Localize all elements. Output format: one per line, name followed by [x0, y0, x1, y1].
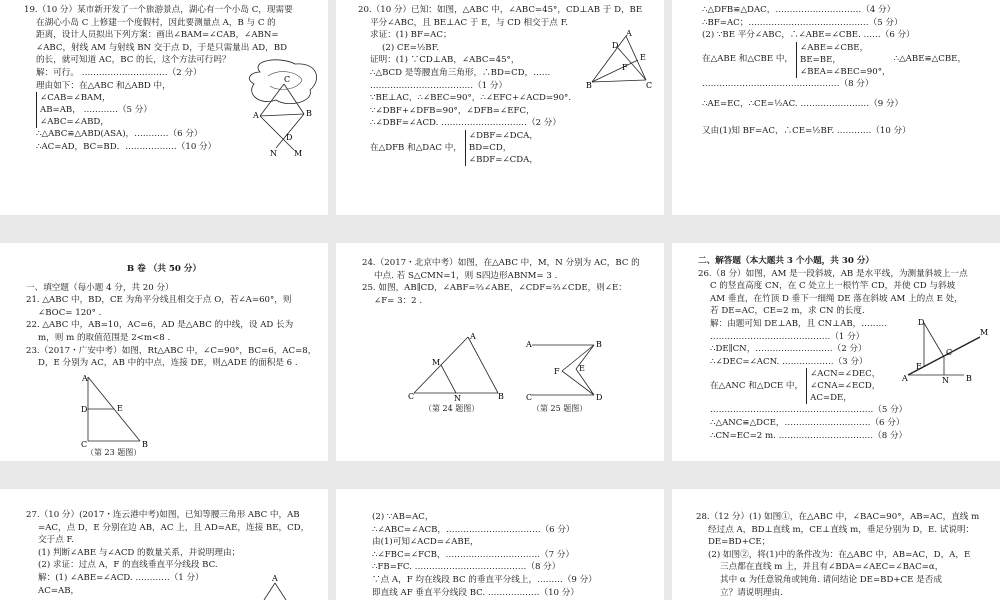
- point-m-label: M: [294, 149, 303, 158]
- point-d-label: D: [612, 41, 619, 50]
- point-e-label: E: [117, 404, 123, 413]
- point-a-label: A: [470, 332, 476, 341]
- problem-20-figure: [586, 30, 656, 90]
- point-c-label: C: [946, 348, 953, 357]
- point-e-label: E: [640, 53, 646, 62]
- point-f-label: F: [554, 367, 560, 376]
- point-c-label: C: [526, 393, 533, 402]
- point-c-label: C: [646, 81, 653, 90]
- point-a-label: A: [626, 29, 632, 38]
- point-a-label: A: [253, 111, 259, 120]
- point-n-label: N: [454, 394, 461, 403]
- point-e-label: E: [916, 362, 922, 371]
- problem-27-text: 27.（10 分）(2017・连云港中考)如图，已知等腰三角形 ABC 中，AB: [26, 510, 300, 520]
- problem-27-continued-panel: (2) ∵AB=AC， ∴∠ABC=∠ACB，……………………………（6 分） 由(1)可知∠ACD=∠ABE， ∴∠FBC=∠FCB，……………………………（7 分） ∴FB=FC. …………………………………（8 分） ∵点 A，F 均在线段 BC 的垂直平分线上，………（9 分） 即直线 AF 垂直平分线段 BC. ………………（10 分）: [336, 489, 664, 600]
- point-b-label: B: [142, 440, 148, 449]
- point-f-label: F: [622, 63, 628, 72]
- point-a-label: A: [272, 574, 278, 583]
- problem-28-text: 28.（12 分）(1) 如图①，在△ABC 中，∠BAC=90°，AB=AC，直线 m: [696, 512, 980, 522]
- section-title: B 卷 （共 50 分）: [126, 264, 202, 274]
- problem-20-text: 20.（10 分）已知：如图，△ABC 中，∠ABC=45°，CD⊥AB 于 D，BE: [358, 5, 643, 15]
- point-d-label: D: [596, 393, 603, 402]
- point-a-label: A: [526, 340, 532, 349]
- brace-group: ∠ACN=∠DEC， ∠CNA=∠ECD， AC=DE，: [806, 368, 880, 404]
- problem-19-figure: [240, 58, 325, 158]
- point-n-label: N: [942, 376, 949, 385]
- point-d-label: D: [286, 133, 293, 142]
- problem-21-text: 21. △ABC 中，BD，CE 为角平分线且相交于点 O，若∠A=60°，则: [26, 295, 292, 306]
- problem-26-figure: [900, 318, 989, 385]
- point-c-label: C: [284, 75, 291, 84]
- point-m-label: M: [980, 328, 989, 337]
- problem-23-text: 23.（2017・广安中考）如图，Rt△ABC 中，∠C=90°，BC=6，AC=8，: [26, 345, 317, 356]
- problem-28-panel: 28.（12 分）(1) 如图①，在△ABC 中，∠BAC=90°，AB=AC，直线 m 经过点 A，BD⊥直线 m，CE⊥直线 m，垂足分别为 D，E. 试说明： DE=BD+CE； (2) 如图②，将(1)中的条件改为：在△ABC 中，AB=AC，D，A，E 三点都在直线 m 上，并且有∠BDA=∠AEC=∠BAC=α， 其中 α 为任意锐角或钝角. 请问结论 DE=BD+CE 是否成 立？请说明理由.: [672, 489, 1000, 600]
- point-e-label: E: [579, 364, 585, 373]
- problem-19-panel: 19.（10 分）某市新开发了一个旅游景点，湖心有一个小岛 C，现需要 在湖心小岛 C 上修建一个度假村，因此要测量点 A，B 与 C 的 距离，设计人员拟出下列方案：画出∠BAM=∠CAB，∠ABN= ∠ABC，射线 AM 与射线 BN 交于点 D，于是只需量出 AD，BD 的长，就可知道 AC，BC 的长，这个方法可行吗？ 解：可行。 …………………………（2 分） 理由如下：在△ABC 和△ABD 中， ∠CAB=∠BAM， AB=AB， …………（5 分） ∠ABC=∠ABD， ∴△ABC≌△ABD(ASA)，…………（6 分） ∴AC=AD，BC=BD．………………（10 分） C A B D N M: [0, 0, 328, 215]
- point-m-label: M: [432, 358, 441, 367]
- brace-group: ∠CAB=∠BAM， AB=AB， …………（5 分） ∠ABC=∠ABD，: [36, 92, 152, 128]
- problem-26-text: 26.（8 分）如图，AM 是一段斜坡，AB 是水平线，为测量斜坡上一点: [698, 268, 968, 279]
- point-a-label: A: [902, 374, 908, 383]
- point-a-label: A: [82, 374, 88, 383]
- problem-22-text: 22. △ABC 中，AB=10，AC=6，AD 是△ABC 的中线，设 AD 长为: [26, 320, 294, 331]
- point-b-label: B: [498, 392, 504, 401]
- point-b-label: B: [306, 109, 312, 118]
- section-b-panel: B 卷 （共 50 分） 一、填空题（每小题 4 分，共 20 分） 21. △ABC 中，BD，CE 为角平分线且相交于点 O，若∠A=60°，则 ∠BOC= 120° . 22. △ABC 中，AB=10，AC=6，AD 是△ABC 的中线，设 AD 长为 m，则 m 的取值范围是 2<m<8 . 23.（2017・广安中考）如图，Rt△ABC 中，∠C=90°，BC=6，AC=8， D，E 分别为 AC，AB 中的中点，连接 DE，则△ADE 的面积是 6 . A D E C B （第 23 题图）: [0, 243, 328, 461]
- brace-group: ∠ABE=∠CBE， BE=BE， ∠BEA=∠BEC=90°，: [796, 42, 891, 78]
- point-d-label: D: [918, 318, 925, 327]
- problem-27-panel: 27.（10 分）(2017・连云港中考)如图，已知等腰三角形 ABC 中，AB =AC，点 D，E 分别在边 AB，AC 上，且 AD=AE，连接 BE，CD， 交于点 F. (1) 判断∠ABE 与∠ACD 的数量关系，并说明理由； (2) 求证：过点 A，F 的直线垂直平分线段 BC. 解：(1) ∠ABE=∠ACD. …………（1 分） AC=AB， A: [0, 489, 328, 600]
- point-c-label: C: [81, 440, 88, 449]
- problem-27-figure: [260, 573, 290, 600]
- problem-26-panel: 二、解答题（本大题共 3 个小题，共 30 分） 26.（8 分）如图，AM 是一段斜坡，AB 是水平线，为测量斜坡上一点 C 的竖直高度 CN，在 C 处立上一根竹竿 CD，并使 CD 与斜坡 AM 垂直，在竹顶 D 垂下一细绳 DE 落在斜坡 AM 上的点 E 处， 若 DE=AC，CE=2 m，求 CN 的长度. 解：由题可知 DE⊥AB，且 CN⊥AB，……… ……………………………………（1 分） ∴DE∥CN，………………………（2 分） ∴∠DEC=∠ACN. ………………（3 分） 在△ANC 和△DCE 中， ∠ACN=∠DEC， ∠CNA=∠ECD， AC=DE， …………………………………………………（5 分） ∴△ANC≌△DCE，…………………………（6 分） ∴CN=EC=2 m. ……………………………（8 分） A B C D E M N: [672, 243, 1000, 461]
- problem-20-continued-panel: ∴△DFB≌△DAC，…………………………（4 分） ∴BF=AC；……………………………………（5 分） (2) ∵BE 平分∠ABC，∴∠ABE=∠CBE. ……（6 分） 在△ABE 和△CBE 中， ∠ABE=∠CBE， BE=BE， ∠BEA=∠BEC=90°， ∴△ABE≌△CBE， …………………………………………（8 分） ∴AE=EC，∴CE=½AC. ……………………（9 分） 又由(1)知 BF=AC，∴CE=½BF. …………（10 分）: [672, 0, 1000, 215]
- point-b-label: B: [586, 81, 592, 90]
- problem-24-text: 24.（2017・北京中考）如图，在△ABC 中，M，N 分别为 AC，BC 的: [362, 258, 640, 268]
- point-b-label: B: [966, 374, 972, 383]
- problem-24-figure: [406, 331, 506, 401]
- figure-24-caption: （第 24 题图）: [424, 404, 480, 413]
- problem-20-panel: 20.（10 分）已知：如图，△ABC 中，∠ABC=45°，CD⊥AB 于 D，BE 平分∠ABC，且 BE⊥AC 于 E，与 CD 相交于点 F. 求证：(1) BF=AC； (2) CE=½BF. 证明：(1) ∵CD⊥AB，∠ABC=45°， ∴△BCD 是等腰直角三角形，∴BD=CD，…… ………………………………（1 分） ∵BE⊥AC，∴∠BEC=90°，∴∠EFC+∠ACD=90°. ∵∠DBF+∠DFB=90°，∠DFB=∠EFC， ∴∠DBF=∠ACD. …………………………（2 分） 在△DFB 和△DAC 中， ∠DBF=∠DCA， BD=CD， ∠BDF=∠CDA， A B C D E F: [336, 0, 664, 215]
- problem-25-text: 25. 如图，AB∥CD，∠ABF=⅔∠ABE，∠CDF=⅔∠CDE，则∠E：: [362, 283, 627, 294]
- figure-caption: （第 23 题图）: [86, 448, 142, 457]
- figure-25-caption: （第 25 题图）: [532, 404, 588, 413]
- problem-19-text: 19.（10 分）某市新开发了一个旅游景点，湖心有一个小岛 C，现需要: [24, 5, 293, 15]
- brace-group: ∠DBF=∠DCA， BD=CD， ∠BDF=∠CDA，: [465, 130, 538, 166]
- point-d-label: D: [81, 405, 88, 414]
- section-title: 二、解答题（本大题共 3 个小题，共 30 分）: [698, 256, 875, 266]
- point-n-label: N: [270, 149, 277, 158]
- point-c-label: C: [408, 392, 415, 401]
- problem-25-figure: [524, 337, 614, 403]
- problem-23-figure: [78, 373, 158, 448]
- point-b-label: B: [596, 340, 602, 349]
- problems-24-25-panel: 24.（2017・北京中考）如图，在△ABC 中，M，N 分别为 AC，BC 的 中点. 若 S△CMN=1，则 S四边形ABNM= 3 . 25. 如图，AB∥CD，∠ABF=⅔∠ABE，∠CDF=⅔∠CDE，则∠E： ∠F= 3：2 . A C B M N （第 24 题图） A B C D E F （第 25 题图）: [336, 243, 664, 461]
